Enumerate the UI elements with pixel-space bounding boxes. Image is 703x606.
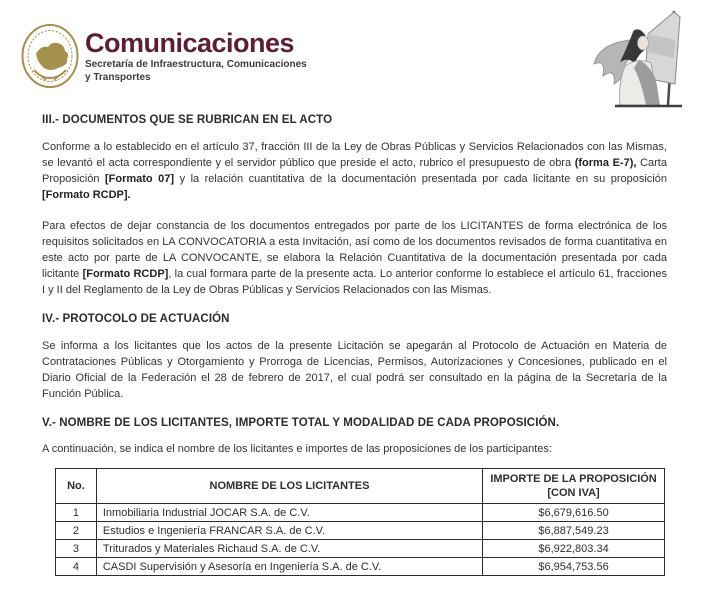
table-row [56, 558, 665, 576]
section-iv-paragraph: Se informa a los licitantes que los actos de la presente Licitación se apegarán al Protocolo de Actuación en Materia de Contrataciones Públicas y Otorgamiento y Prorroga de Licencias, Permisos, Autorizaciones y Concesiones, publicado en el Diario Oficial de la Federación el 28 de febrero de 2017, el cual podrá ser consultado en la página de la Secretaría de la Función Pública. [42, 340, 667, 400]
bidder-name: CASDI Supervisión y Asesoría en Ingeniería S.A. de C.V. [96, 558, 482, 576]
column-header-amount [483, 469, 665, 504]
row-number: 3 [56, 540, 97, 558]
column-header-amount-line2: [CON IVA] [547, 487, 600, 499]
table-row [56, 504, 665, 522]
row-number: 4 [56, 558, 97, 576]
bidder-name: Inmobiliaria Industrial JOCAR S.A. de C.V. [96, 504, 482, 522]
bidders-table [55, 468, 665, 576]
logo-text-block [85, 28, 307, 83]
bidder-name: Triturados y Materiales Richaud S.A. de C.V. [96, 540, 482, 558]
bid-amount: $6,679,616.50 [483, 504, 665, 522]
document-body [42, 114, 667, 576]
section-iii-paragraph-1: Conforme a lo establecido en el artículo 37, fracción III de la Ley de Obras Públicas y Servicios Relacionados con las Mismas, se levantó el acta correspondiente y el servidor público que preside el acto, rubrico el presupuesto de obra (forma E-7), Carta Proposición [Formato 07] y la relación cuantitativa de la documentación presentada por cada licitante en su proposición [Formato RCDP]. [42, 141, 667, 201]
bid-amount: $6,922,803.34 [483, 540, 665, 558]
row-number: 2 [56, 522, 97, 540]
bidder-name: Estudios e Ingeniería FRANCAR S.A. de C.V. [96, 522, 482, 540]
brand-subtitle-line1: Secretaría de Infraestructura, Comunicaciones [85, 59, 307, 70]
table-row [56, 540, 665, 558]
document-header [0, 0, 703, 112]
column-header-amount-line1: IMPORTE DE LA PROPOSICIÓN [490, 473, 657, 485]
woman-with-flag-emblem-icon [587, 6, 697, 112]
section-v-heading: V.- NOMBRE DE LOS LICITANTES, IMPORTE TOTAL Y MODALIDAD DE CADA PROPOSICIÓN. [42, 417, 560, 429]
bid-amount: $6,954,753.56 [483, 558, 665, 576]
brand-title: Comunicaciones [85, 28, 295, 58]
column-header-name: NOMBRE DE LOS LICITANTES [96, 469, 482, 504]
section-iii-heading: III.- DOCUMENTOS QUE SE RUBRICAN EN EL ACTO [42, 114, 333, 126]
column-header-no: No. [56, 469, 97, 504]
section-v-intro: A continuación, se indica el nombre de los licitantes e importes de las proposiciones de los participantes: [42, 443, 552, 455]
table-header-row [56, 469, 665, 504]
brand-subtitle-line2: y Transportes [85, 71, 151, 83]
table-row [56, 522, 665, 540]
section-iv-heading: IV.- PROTOCOLO DE ACTUACIÓN [42, 313, 230, 325]
section-iii-paragraph-2: Para efectos de dejar constancia de los documentos entregados por parte de los LICITANTES de forma electrónica de los requisitos solicitados en LA CONVOCATORIA a esta Invitación, así como de los documentos revisados de forma cuantitativa en este acto por parte de LA CONVOCANTE, se elabora la Relación Cuantitativa de la documentación presentada por cada licitante [Formato RCDP], la cual formara parte de la presente acta. Lo anterior conforme lo establece el artículo 61, fracciones I y II del Reglamento de la Ley de Obras Públicas y Servicios Relacionados con las Mismas. [42, 220, 667, 296]
mexican-eagle-seal-icon [20, 22, 80, 90]
bid-amount: $6,887,549.23 [483, 522, 665, 540]
row-number: 1 [56, 504, 97, 522]
